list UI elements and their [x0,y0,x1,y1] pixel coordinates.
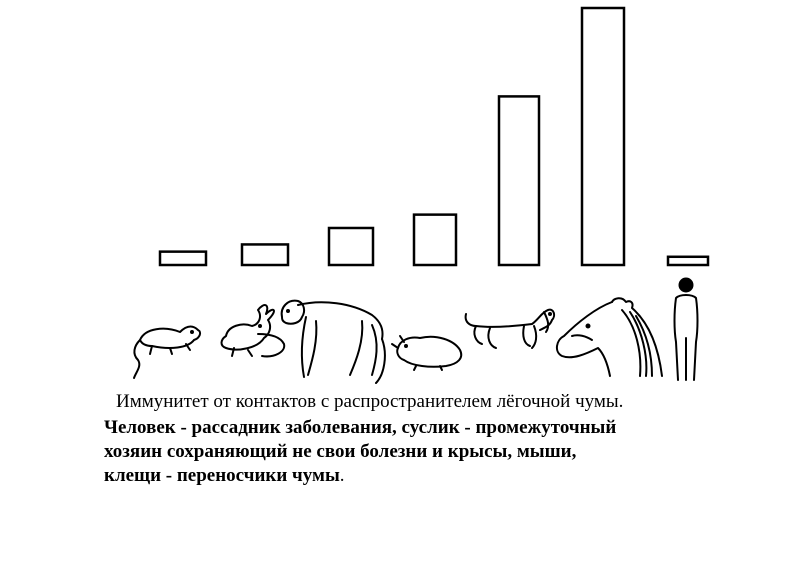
caption-description [104,416,794,488]
bar-horse [582,8,624,265]
caption-line [104,464,794,488]
caption-line: хозяин сохраняющий не свои болезни и крысы, мыши, [104,441,577,462]
bars-group [160,8,708,265]
bar-rabbit [242,244,288,265]
monkey-icon [282,301,385,383]
caption-title: Иммунитет от контактов с распространителем лёгочной чумы. [116,391,624,412]
caption-line-text: клещи - переносчики чумы [104,465,340,486]
rabbit-icon [222,305,285,356]
dog-icon [466,310,554,348]
bar-monkey [329,228,373,265]
bar-human [668,257,708,265]
ground-squirrel-icon [392,336,461,370]
bar-ground-squirrel [414,215,456,265]
bar-dog [499,96,539,265]
bar-rat [160,252,206,265]
caption-period: . [339,465,345,486]
caption-line: Человек - рассадник заболевания, суслик - промежуточный [104,417,617,438]
horse-icon [557,298,662,376]
human-icon [675,278,698,380]
rat-icon [134,327,200,379]
